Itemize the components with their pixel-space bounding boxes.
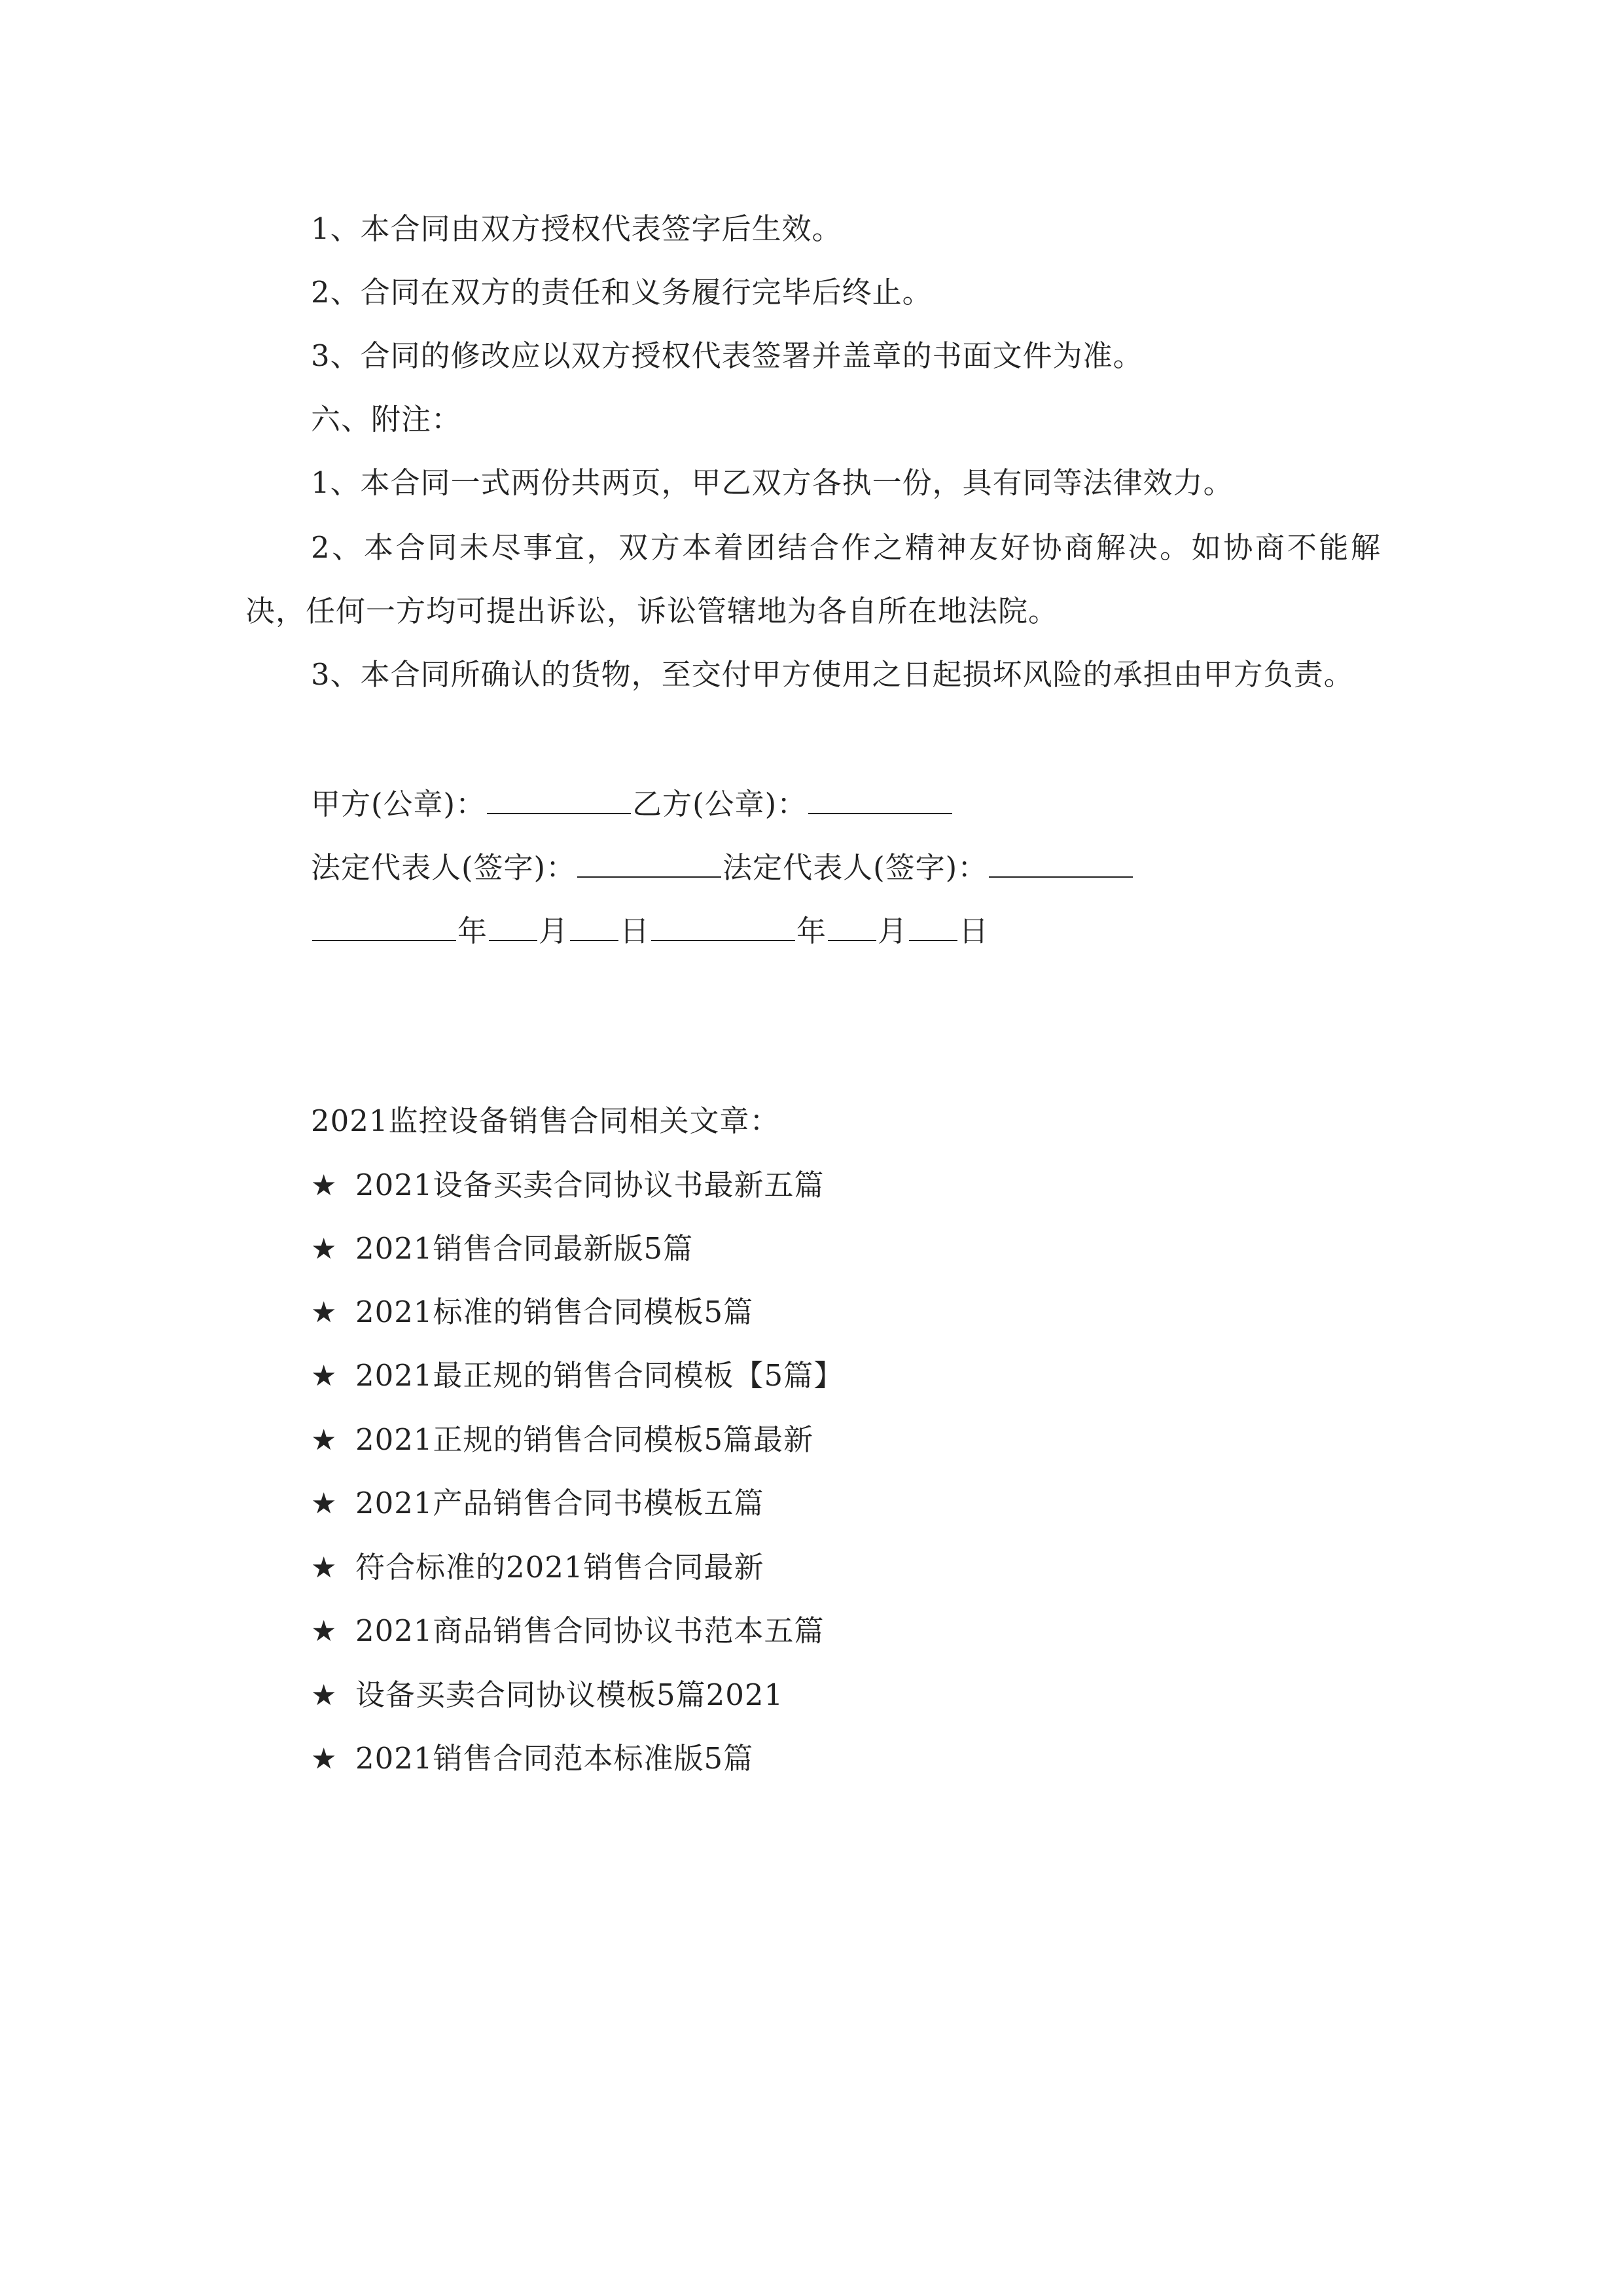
related-link-text: 2021销售合同最新版5篇 [355,1231,694,1266]
related-link-item[interactable] [311,1548,764,1588]
related-link-text: 2021产品销售合同书模板五篇 [355,1486,764,1520]
date-a-year-blank [312,910,456,941]
date-a-year: 年 [457,914,488,948]
date-a-month: 月 [539,914,569,948]
related-link-item[interactable] [311,1420,813,1460]
star-icon: ★ [311,1615,338,1648]
star-icon: ★ [311,1742,338,1776]
related-link-item[interactable] [311,1166,825,1206]
star-icon: ★ [311,1424,338,1457]
related-link-text: 2021商品销售合同协议书范本五篇 [355,1613,825,1648]
clause-5-1: 1、本合同由双方授权代表签字后生效。 [311,211,842,246]
date-a-month-blank [489,910,537,941]
related-link-text: 2021正规的销售合同模板5篇最新 [355,1422,814,1457]
legal-rep-a-label: 法定代表人(签字)： [311,850,577,885]
related-heading: 2021监控设备销售合同相关文章： [311,1103,780,1138]
star-icon: ★ [311,1169,338,1202]
related-link-item[interactable] [311,1611,825,1651]
related-link-item[interactable] [311,1484,764,1524]
date-a-day: 日 [620,914,651,948]
seal-line [311,783,954,824]
note-item-2: 2、本合同未尽事宜，双方本着团结合作之精神友好协商解决。如协商不能解决，任何一方均可提出诉讼，诉讼管辖地为各自所在地法院。 [245,530,1381,628]
related-link-item[interactable] [311,1676,783,1715]
related-link-text: 2021设备买卖合同协议书最新五篇 [355,1168,825,1202]
star-icon: ★ [311,1679,338,1712]
legal-rep-line [311,846,1134,888]
star-icon: ★ [311,1551,338,1585]
section-6-heading: 六、附注： [311,402,462,437]
party-b-seal-blank [808,783,952,814]
party-a-seal-label: 甲方(公章)： [311,787,486,821]
legal-rep-b-blank [989,846,1133,878]
star-icon: ★ [311,1487,338,1520]
legal-rep-a-blank [577,846,721,878]
note-item-3: 3、本合同所确认的货物，至交付甲方使用之日起损坏风险的承担由甲方负责。 [311,657,1354,692]
related-link-text: 2021最正规的销售合同模板【5篇】 [355,1358,844,1393]
related-link-text: 2021销售合同范本标准版5篇 [355,1741,754,1776]
related-link-text: 设备买卖合同协议模板5篇2021 [355,1677,784,1712]
related-link-text: 符合标准的2021销售合同最新 [355,1550,764,1585]
legal-rep-b-label: 法定代表人(签字)： [722,850,988,885]
party-a-seal-blank [487,783,631,814]
clause-5-2: 2、合同在双方的责任和义务履行完毕后终止。 [311,275,933,310]
date-b-day: 日 [959,914,990,948]
related-link-text: 2021标准的销售合同模板5篇 [355,1295,754,1329]
date-line [311,910,989,951]
related-link-item[interactable] [311,1293,753,1333]
star-icon: ★ [311,1359,338,1393]
date-b-year: 年 [796,914,827,948]
star-icon: ★ [311,1296,338,1329]
related-link-item[interactable] [311,1356,844,1396]
clause-5-3: 3、合同的修改应以双方授权代表签署并盖章的书面文件为准。 [311,338,1143,373]
note-item-1: 1、本合同一式两份共两页，甲乙双方各执一份，具有同等法律效力。 [311,465,1234,500]
date-b-month-blank [828,910,876,941]
date-b-day-blank [909,910,957,941]
star-icon: ★ [311,1232,338,1266]
related-link-item[interactable] [311,1229,693,1269]
date-b-year-blank [651,910,795,941]
party-b-seal-label: 乙方(公章)： [632,787,808,821]
related-link-item[interactable] [311,1739,753,1779]
date-a-day-blank [570,910,618,941]
date-b-month: 月 [878,914,908,948]
